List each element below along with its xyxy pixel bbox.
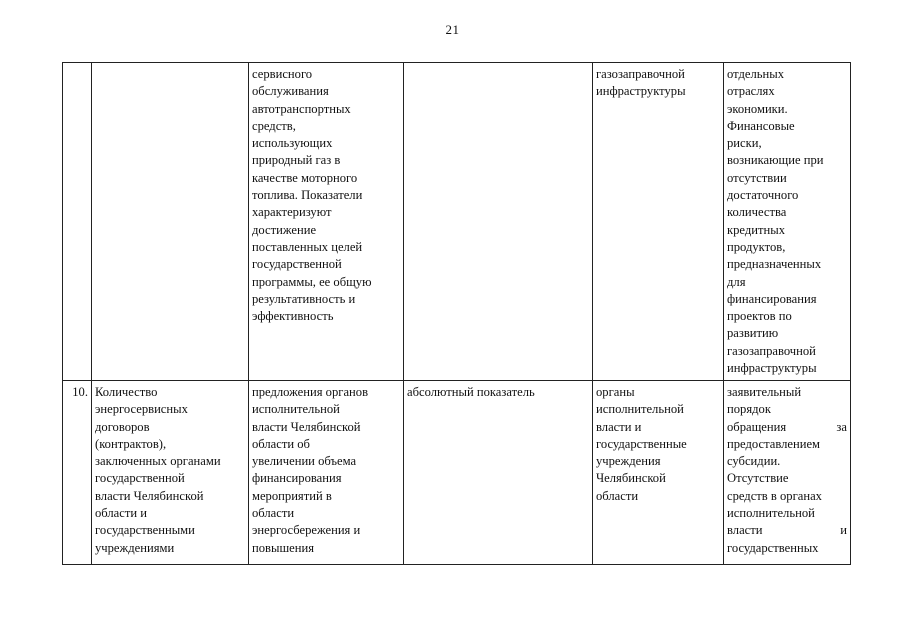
text-line: государственной [252, 257, 342, 272]
text-line: развитию [727, 326, 779, 341]
text-line: предложения органов [252, 385, 369, 399]
text-line: проектов по [727, 309, 792, 324]
text-line: автотранспортных [252, 101, 351, 116]
text-line: инфраструктуры [596, 84, 686, 99]
text-line: эффективность [252, 309, 334, 324]
description-cell [249, 381, 404, 565]
text-word: обращения [727, 419, 787, 434]
row-number-cell: 10. [63, 381, 92, 565]
text-line: заявительный [727, 385, 802, 399]
text-line: Отсутствие [727, 471, 789, 486]
responsible-cell [593, 63, 724, 381]
text-line: увеличении объема [252, 454, 357, 469]
text-line: результативность и [252, 291, 356, 306]
text-line: области [252, 506, 295, 521]
text-line: газозаправочной [596, 67, 685, 81]
text-word: за [836, 419, 847, 434]
text-line: продуктов, [727, 239, 786, 254]
text-line: качестве моторного [252, 170, 358, 185]
risks-cell [724, 63, 851, 381]
text-line: инфраструктуры [727, 361, 817, 376]
text-line: власти Челябинской [95, 488, 204, 503]
text-line: программы, ее общую [252, 274, 372, 289]
table-row [63, 63, 851, 381]
text-line: государственными [95, 523, 195, 538]
text-line: средств в органах [727, 488, 822, 503]
indicator-table [62, 62, 851, 565]
risks-cell [724, 381, 851, 565]
text-line: исполнительной [252, 402, 340, 417]
text-line: сервисного [252, 67, 313, 81]
text-line: абсолютный показатель [407, 385, 535, 399]
text-line: органы [596, 385, 635, 399]
text-word: и [840, 523, 847, 538]
text-line: достижение [252, 222, 317, 237]
page-number: 21 [445, 22, 460, 37]
unit-cell [404, 63, 593, 381]
responsible-cell [593, 381, 724, 565]
text-line: предоставлением [727, 436, 821, 451]
text-line: учреждения [596, 454, 661, 469]
text-line: Количество [95, 385, 158, 399]
text-line: области и [95, 506, 147, 521]
description-cell [249, 63, 404, 381]
text-line: кредитных [727, 222, 785, 237]
text-word: власти [727, 523, 763, 538]
text-line: финансирования [727, 291, 817, 306]
unit-cell [404, 381, 593, 565]
text-line: заключенных органами [95, 454, 221, 469]
text-line: характеризуют [252, 205, 332, 220]
text-line: обслуживания [252, 84, 329, 99]
text-line: топлива. Показатели [252, 188, 363, 203]
text-line: Челябинской [596, 471, 666, 486]
text-line: достаточного [727, 188, 799, 203]
text-line: природный газ в [252, 153, 341, 168]
text-line: области об [252, 436, 310, 451]
indicator-name-cell [92, 63, 249, 381]
text-line: власти и [596, 419, 642, 434]
text-line: государственные [596, 436, 687, 451]
text-line: государственной [95, 471, 185, 486]
text-line: учреждениями [95, 540, 175, 555]
text-line: исполнительной [596, 402, 684, 417]
text-line: области [596, 488, 639, 503]
text-line: средств, [252, 118, 296, 133]
text-line: использующих [252, 136, 333, 151]
text-line: поставленных целей [252, 239, 363, 254]
justified-line [727, 419, 847, 436]
text-line: отраслях [727, 84, 775, 99]
text-line: мероприятий в [252, 488, 332, 503]
text-line: отсутствии [727, 170, 787, 185]
text-line: финансирования [252, 471, 342, 486]
indicator-name-cell [92, 381, 249, 565]
text-line: предназначенных [727, 257, 822, 272]
text-line: договоров [95, 419, 150, 434]
row-number-cell [63, 63, 92, 381]
text-line: отдельных [727, 67, 784, 81]
text-line: власти Челябинской [252, 419, 361, 434]
text-line: субсидии. [727, 454, 781, 469]
text-line: количества [727, 205, 787, 220]
text-line: (контрактов), [95, 436, 167, 451]
text-line: экономики. [727, 101, 788, 116]
text-line: государственных [727, 540, 819, 555]
text-line: энергосбережения и [252, 523, 361, 538]
text-line: повышения [252, 540, 315, 555]
justified-line [727, 522, 847, 539]
text-line: энергосервисных [95, 402, 188, 417]
text-line: Финансовые [727, 118, 795, 133]
text-line: порядок [727, 402, 771, 417]
table-row [63, 381, 851, 565]
text-line: риски, [727, 136, 762, 151]
text-line: газозаправочной [727, 343, 816, 358]
text-line: возникающие при [727, 153, 824, 168]
text-line: исполнительной [727, 506, 815, 521]
text-line: для [727, 274, 746, 289]
